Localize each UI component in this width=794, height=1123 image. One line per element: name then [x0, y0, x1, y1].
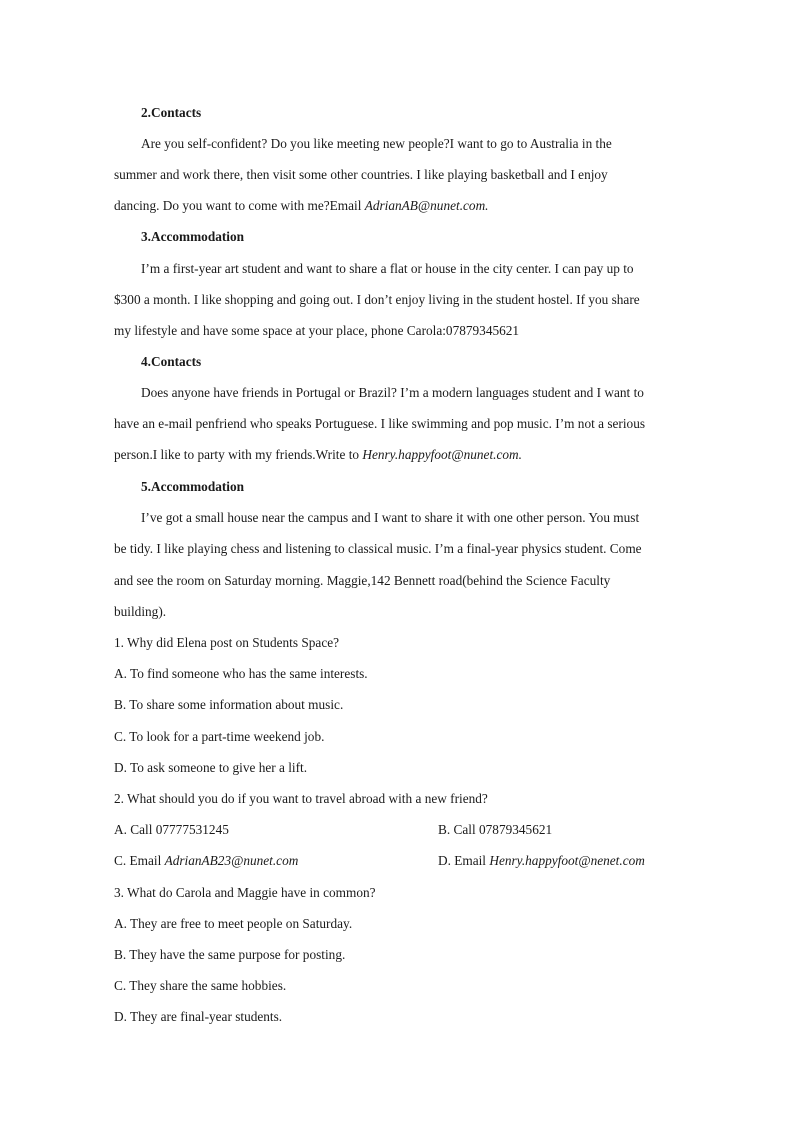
- email-address: AdrianAB23@nunet.com: [164, 853, 299, 868]
- paragraph-text: dancing. Do you want to come with me?Email: [114, 198, 365, 213]
- answer-option: [114, 853, 298, 869]
- paragraph-line: and see the room on Saturday morning. Maggie,142 Bennett road(behind the Science Faculty: [114, 573, 611, 588]
- answer-option: C. They share the same hobbies.: [114, 978, 287, 993]
- paragraph-line: Does anyone have friends in Portugal or Brazil? I’m a modern languages student and I want to: [141, 385, 644, 400]
- question-text: 1. Why did Elena post on Students Space?: [114, 635, 340, 650]
- email-address: Henry.happyfoot@nunet.com.: [362, 447, 522, 462]
- paragraph-line: I’m a first-year art student and want to share a flat or house in the city center. I can pay up to: [141, 261, 634, 276]
- section-heading: 5.Accommodation: [141, 479, 245, 494]
- section-heading: 3.Accommodation: [141, 229, 245, 244]
- paragraph-line: [114, 447, 522, 463]
- question-text: 3. What do Carola and Maggie have in common?: [114, 885, 376, 900]
- answer-option: B. To share some information about music.: [114, 697, 344, 712]
- paragraph-line: building).: [114, 604, 167, 619]
- option-text: D. Email: [438, 853, 490, 868]
- answer-option: D. To ask someone to give her a lift.: [114, 760, 308, 775]
- answer-option: [438, 853, 645, 869]
- answer-option: D. They are final-year students.: [114, 1009, 283, 1024]
- answer-option: A. Call 07777531245: [114, 822, 229, 837]
- paragraph-line: my lifestyle and have some space at your place, phone Carola:07879345621: [114, 323, 520, 338]
- answer-option: B. They have the same purpose for posting.: [114, 947, 346, 962]
- option-text: C. Email: [114, 853, 165, 868]
- paragraph-line: [114, 198, 489, 214]
- paragraph-line: Are you self-confident? Do you like meeting new people?I want to go to Australia in the: [141, 136, 612, 151]
- section-heading: 4.Contacts: [141, 354, 202, 369]
- answer-option: C. To look for a part-time weekend job.: [114, 729, 325, 744]
- section-heading: 2.Contacts: [141, 105, 202, 120]
- answer-option: A. They are free to meet people on Saturday.: [114, 916, 353, 931]
- paragraph-line: $300 a month. I like shopping and going out. I don’t enjoy living in the student hostel. If you share: [114, 292, 640, 307]
- paragraph-line: be tidy. I like playing chess and listening to classical music. I’m a final-year physics student. Come: [114, 541, 642, 556]
- paragraph-text: person.I like to party with my friends.Write to: [114, 447, 363, 462]
- question-text: 2. What should you do if you want to travel abroad with a new friend?: [114, 791, 488, 806]
- email-address: AdrianAB@nunet.com.: [364, 198, 489, 213]
- answer-option: A. To find someone who has the same interests.: [114, 666, 368, 681]
- answer-option: B. Call 07879345621: [438, 822, 553, 837]
- paragraph-line: I’ve got a small house near the campus and I want to share it with one other person. You must: [141, 510, 640, 525]
- email-address: Henry.happyfoot@nenet.com: [489, 853, 645, 868]
- paragraph-line: summer and work there, then visit some other countries. I like playing basketball and I enjoy: [114, 167, 608, 182]
- paragraph-line: have an e-mail penfriend who speaks Portuguese. I like swimming and pop music. I’m not a serious: [114, 416, 646, 431]
